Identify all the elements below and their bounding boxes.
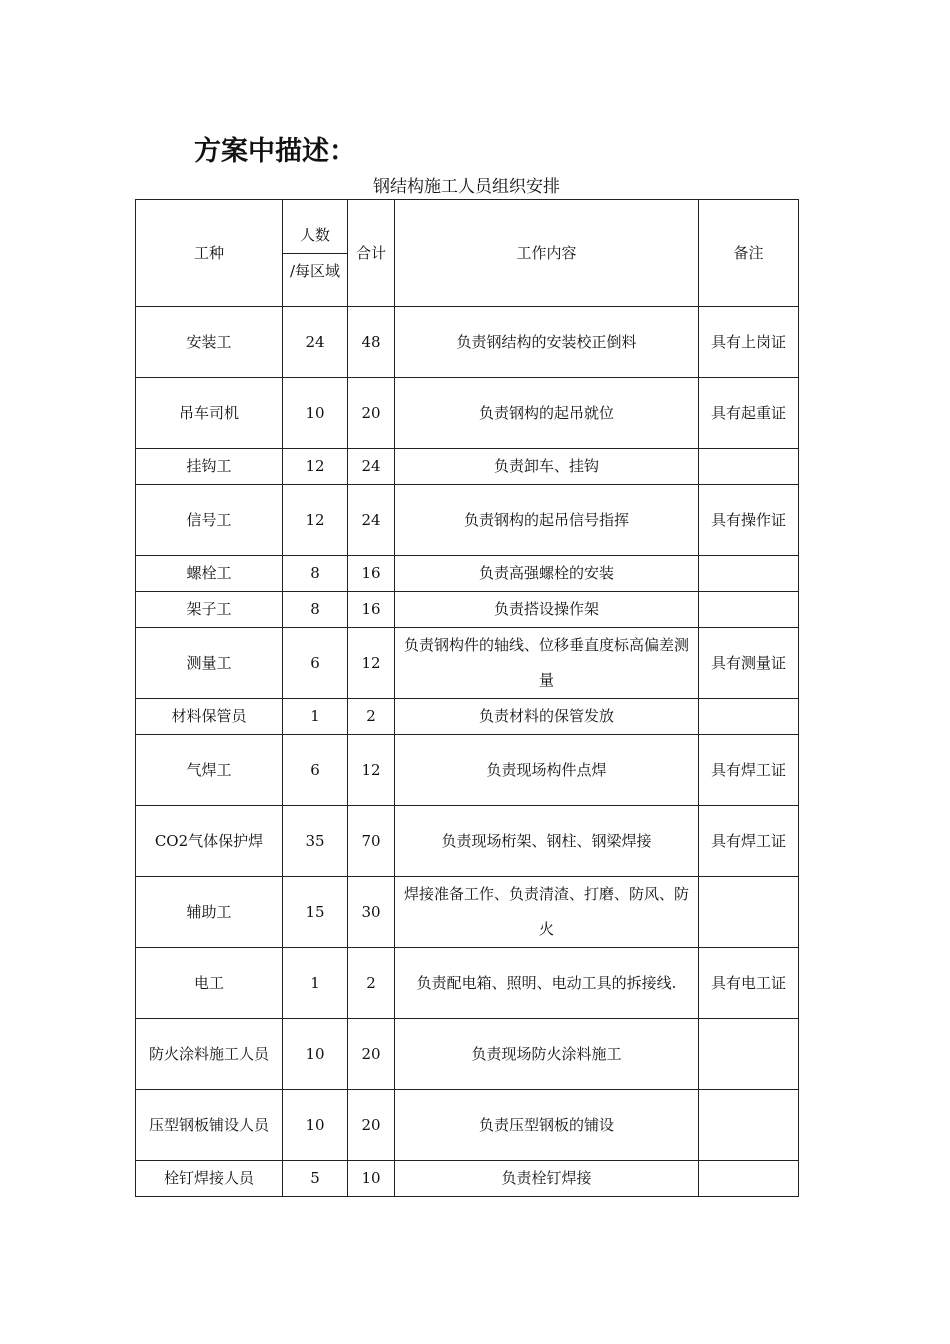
cell-remark	[699, 877, 799, 948]
cell-work-content: 焊接准备工作、负责清渣、打磨、防风、防火	[395, 877, 699, 948]
cell-count: 5	[283, 1161, 348, 1197]
cell-work-content: 负责卸车、挂钩	[395, 449, 699, 485]
table-row	[136, 699, 799, 735]
cell-remark: 具有电工证	[699, 948, 799, 1019]
cell-work-type: 辅助工	[136, 877, 283, 948]
cell-work-type: 材料保管员	[136, 699, 283, 735]
cell-count: 10	[283, 1019, 348, 1090]
staffing-table	[135, 199, 799, 1197]
cell-work-type: 气焊工	[136, 735, 283, 806]
header-total: 合计	[348, 200, 395, 307]
cell-work-type: 压型钢板铺设人员	[136, 1090, 283, 1161]
table-row	[136, 449, 799, 485]
cell-total: 12	[348, 735, 395, 806]
section-heading: 方案中描述：	[194, 136, 356, 167]
cell-total: 10	[348, 1161, 395, 1197]
cell-total: 24	[348, 449, 395, 485]
cell-count: 12	[283, 449, 348, 485]
cell-count: 10	[283, 1090, 348, 1161]
cell-remark	[699, 699, 799, 735]
table-row	[136, 592, 799, 628]
cell-total: 20	[348, 1019, 395, 1090]
cell-count: 6	[283, 735, 348, 806]
cell-total: 2	[348, 948, 395, 1019]
table-row	[136, 628, 799, 699]
cell-work-content: 负责钢构件的轴线、位移垂直度标高偏差测量	[395, 628, 699, 699]
table-row	[136, 378, 799, 449]
cell-work-content: 负责钢构的起吊就位	[395, 378, 699, 449]
cell-work-content: 负责配电箱、照明、电动工具的拆接线.	[395, 948, 699, 1019]
table-row	[136, 307, 799, 378]
cell-count: 15	[283, 877, 348, 948]
cell-work-type: 螺栓工	[136, 556, 283, 592]
table-row	[136, 948, 799, 1019]
cell-remark: 具有测量证	[699, 628, 799, 699]
header-count-label: 人数	[283, 217, 347, 254]
cell-total: 48	[348, 307, 395, 378]
cell-work-type: 测量工	[136, 628, 283, 699]
table-row	[136, 1090, 799, 1161]
cell-remark: 具有操作证	[699, 485, 799, 556]
staffing-table-body	[136, 200, 799, 1197]
cell-count: 8	[283, 556, 348, 592]
cell-remark: 具有焊工证	[699, 806, 799, 877]
header-count	[283, 200, 348, 307]
cell-work-type: 防火涂料施工人员	[136, 1019, 283, 1090]
header-work-content: 工作内容	[395, 200, 699, 307]
cell-total: 12	[348, 628, 395, 699]
cell-count: 12	[283, 485, 348, 556]
cell-total: 20	[348, 1090, 395, 1161]
cell-work-content: 负责现场构件点焊	[395, 735, 699, 806]
table-header-row	[136, 200, 799, 307]
header-count-unit: /每区域	[289, 262, 341, 280]
cell-count: 6	[283, 628, 348, 699]
cell-total: 16	[348, 592, 395, 628]
cell-work-content: 负责钢结构的安装校正倒料	[395, 307, 699, 378]
header-work-type: 工种	[136, 200, 283, 307]
cell-work-content: 负责压型钢板的铺设	[395, 1090, 699, 1161]
cell-count: 10	[283, 378, 348, 449]
cell-remark	[699, 1090, 799, 1161]
table-row	[136, 1019, 799, 1090]
cell-total: 24	[348, 485, 395, 556]
cell-total: 16	[348, 556, 395, 592]
cell-work-content: 负责高强螺栓的安装	[395, 556, 699, 592]
table-row	[136, 1161, 799, 1197]
cell-count: 1	[283, 948, 348, 1019]
cell-work-type: 架子工	[136, 592, 283, 628]
table-row	[136, 735, 799, 806]
cell-work-content: 负责钢构的起吊信号指挥	[395, 485, 699, 556]
cell-total: 2	[348, 699, 395, 735]
cell-work-type: CO2气体保护焊	[136, 806, 283, 877]
cell-count: 1	[283, 699, 348, 735]
cell-work-content: 负责现场防火涂料施工	[395, 1019, 699, 1090]
cell-remark	[699, 1019, 799, 1090]
cell-work-type: 安装工	[136, 307, 283, 378]
cell-work-type: 挂钩工	[136, 449, 283, 485]
table-caption: 钢结构施工人员组织安排	[373, 177, 560, 197]
cell-remark: 具有上岗证	[699, 307, 799, 378]
cell-work-content: 负责搭设操作架	[395, 592, 699, 628]
table-row	[136, 806, 799, 877]
cell-count: 8	[283, 592, 348, 628]
cell-remark	[699, 556, 799, 592]
table-row	[136, 877, 799, 948]
table-row	[136, 485, 799, 556]
table-row	[136, 556, 799, 592]
cell-work-content: 负责栓钉焊接	[395, 1161, 699, 1197]
cell-work-type: 电工	[136, 948, 283, 1019]
cell-work-type: 吊车司机	[136, 378, 283, 449]
cell-remark: 具有焊工证	[699, 735, 799, 806]
cell-work-content: 负责现场桁架、钢柱、钢梁焊接	[395, 806, 699, 877]
cell-total: 20	[348, 378, 395, 449]
header-remark: 备注	[699, 200, 799, 307]
cell-work-content: 负责材料的保管发放	[395, 699, 699, 735]
cell-count: 24	[283, 307, 348, 378]
cell-work-type: 栓钉焊接人员	[136, 1161, 283, 1197]
cell-remark: 具有起重证	[699, 378, 799, 449]
cell-count: 35	[283, 806, 348, 877]
cell-remark	[699, 592, 799, 628]
cell-work-type: 信号工	[136, 485, 283, 556]
cell-total: 70	[348, 806, 395, 877]
cell-remark	[699, 449, 799, 485]
cell-total: 30	[348, 877, 395, 948]
cell-remark	[699, 1161, 799, 1197]
